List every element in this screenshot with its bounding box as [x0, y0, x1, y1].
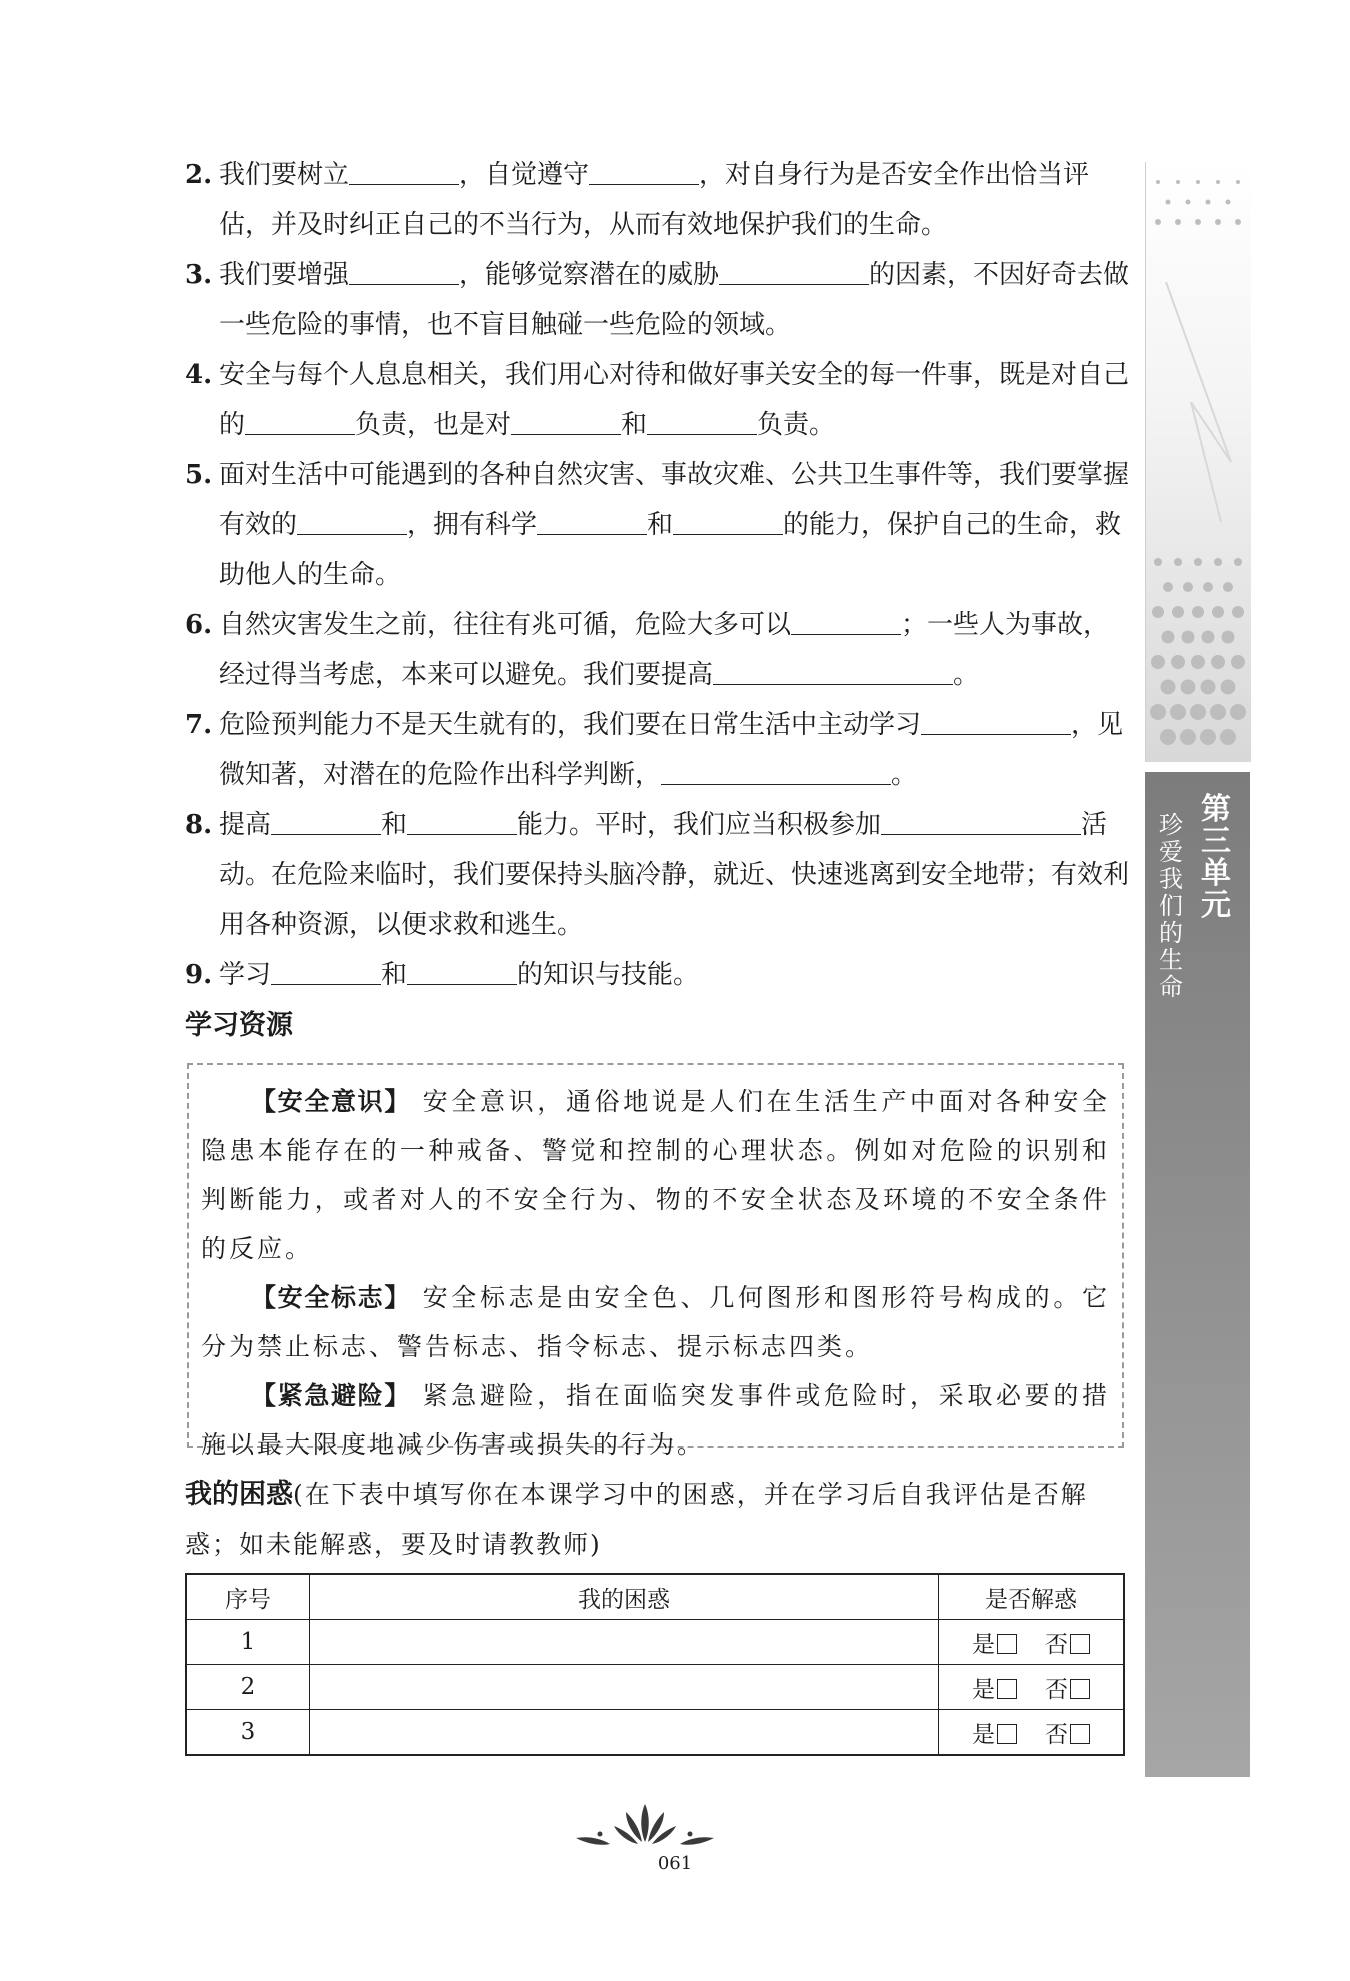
chapter-tab	[1145, 772, 1250, 1777]
puzzle-instruction: (在下表中填写你在本课学习中的困惑，并在学习后自我评估是否解惑；如未能解惑，要及时请教教师)	[185, 1480, 1088, 1559]
answer-blank[interactable]	[511, 402, 621, 435]
question-6: 6. 自然灾害发生之前，往往有兆可循，危险大多可以 ；一些人为事故，经过得当考虑，本来可以避免。我们要提高 。	[185, 600, 1130, 700]
unit-topic: 珍爱我们的生命	[1159, 811, 1183, 1001]
header-puzzle: 我的困惑	[310, 1574, 939, 1620]
answer-blank[interactable]	[537, 502, 647, 535]
answer-blank[interactable]	[921, 702, 1071, 735]
yes-checkbox[interactable]	[997, 1679, 1017, 1699]
resources-title: 学习资源	[185, 1010, 293, 1041]
answer-blank[interactable]	[647, 402, 757, 435]
answer-blank[interactable]	[297, 502, 407, 535]
resource-item: 【安全意识】 安全意识，通俗地说是人们在生活生产中面对各种安全隐患本能存在的一种戒备、警觉和控制的心理状态。例如对危险的识别和判断能力，或者对人的不安全行为、物的不安全状态及环境的不安全条件的反应。	[201, 1087, 1110, 1263]
puzzle-cell[interactable]	[310, 1620, 939, 1665]
answer-blank[interactable]	[661, 752, 891, 785]
unit-label: 第三单元	[1201, 792, 1231, 923]
resource-term: 【安全意识】	[251, 1087, 412, 1116]
answer-blank[interactable]	[349, 152, 459, 185]
floral-ornament-icon	[570, 1800, 720, 1850]
table-row: 1 是 否	[186, 1620, 1124, 1665]
fill-in-questions	[185, 150, 1130, 1000]
question-number: 3.	[185, 260, 213, 290]
resource-term: 【安全标志】	[251, 1283, 412, 1312]
resource-item: 【紧急避险】 紧急避险，指在面临突发事件或危险时，采取必要的措施以最大限度地减少伤害或损失的行为。	[201, 1381, 1110, 1459]
question-3: 3. 我们要增强 ，能够觉察潜在的威胁 的因素，不因好奇去做一些危险的事情，也不盲目触碰一些危险的领域。	[185, 250, 1130, 350]
answer-blank[interactable]	[713, 652, 953, 685]
no-checkbox[interactable]	[1070, 1634, 1090, 1654]
answer-blank[interactable]	[271, 952, 381, 985]
puzzle-table	[185, 1573, 1125, 1756]
question-number: 7.	[185, 710, 213, 740]
question-2: 2. 我们要树立 ，自觉遵守 ，对自身行为是否安全作出恰当评估，并及时纠正自己的不当行为，从而有效地保护我们的生命。	[185, 150, 1130, 250]
answer-blank[interactable]	[881, 802, 1081, 835]
question-number: 2.	[185, 160, 213, 190]
question-number: 8.	[185, 810, 213, 840]
answer-blank[interactable]	[407, 802, 517, 835]
puzzle-cell[interactable]	[310, 1710, 939, 1756]
answer-blank[interactable]	[349, 252, 459, 285]
resource-term: 【紧急避险】	[251, 1381, 412, 1410]
question-number: 4.	[185, 360, 213, 390]
question-number: 6.	[185, 610, 213, 640]
header-number: 序号	[186, 1574, 310, 1620]
answer-blank[interactable]	[673, 502, 783, 535]
chapter-sidebar	[1145, 162, 1250, 1782]
question-number: 5.	[185, 460, 213, 490]
answer-blank[interactable]	[791, 602, 901, 635]
table-row: 2 是 否	[186, 1665, 1124, 1710]
table-row: 3 是 否	[186, 1710, 1124, 1756]
my-puzzle-section	[185, 1470, 1130, 1570]
header-resolved: 是否解惑	[939, 1574, 1125, 1620]
no-checkbox[interactable]	[1070, 1724, 1090, 1744]
question-4: 4. 安全与每个人息息相关，我们用心对待和做好事关安全的每一件事，既是对自己的 负责，也是对 和 负责。	[185, 350, 1130, 450]
question-number: 9.	[185, 960, 213, 990]
no-checkbox[interactable]	[1070, 1679, 1090, 1699]
question-9: 9. 学习 和 的知识与技能。	[185, 950, 1130, 1000]
question-8: 8. 提高 和 能力。平时，我们应当积极参加 活动。在危险来临时，我们要保持头脑冷静，就近、快速逃离到安全地带；有效利用各种资源，以便求救和逃生。	[185, 800, 1130, 950]
answer-blank[interactable]	[589, 152, 699, 185]
resources-box	[187, 1063, 1124, 1459]
question-5: 5. 面对生活中可能遇到的各种自然灾害、事故灾难、公共卫生事件等，我们要掌握有效的 ，拥有科学 和 的能力，保护自己的生命，救助他人的生命。	[185, 450, 1130, 600]
page-number: 061	[657, 1853, 693, 1874]
puzzle-cell[interactable]	[310, 1665, 939, 1710]
puzzle-title: 我的困惑	[185, 1479, 293, 1510]
dot-pattern-decoration	[1145, 162, 1251, 762]
answer-blank[interactable]	[407, 952, 517, 985]
answer-blank[interactable]	[271, 802, 381, 835]
yes-checkbox[interactable]	[997, 1724, 1017, 1744]
answer-blank[interactable]	[245, 402, 355, 435]
yes-checkbox[interactable]	[997, 1634, 1017, 1654]
answer-blank[interactable]	[719, 252, 869, 285]
question-7: 7. 危险预判能力不是天生就有的，我们要在日常生活中主动学习 ，见微知著，对潜在的危险作出科学判断， 。	[185, 700, 1130, 800]
resource-item: 【安全标志】 安全标志是由安全色、几何图形和图形符号构成的。它分为禁止标志、警告标志、指令标志、提示标志四类。	[201, 1283, 1110, 1361]
